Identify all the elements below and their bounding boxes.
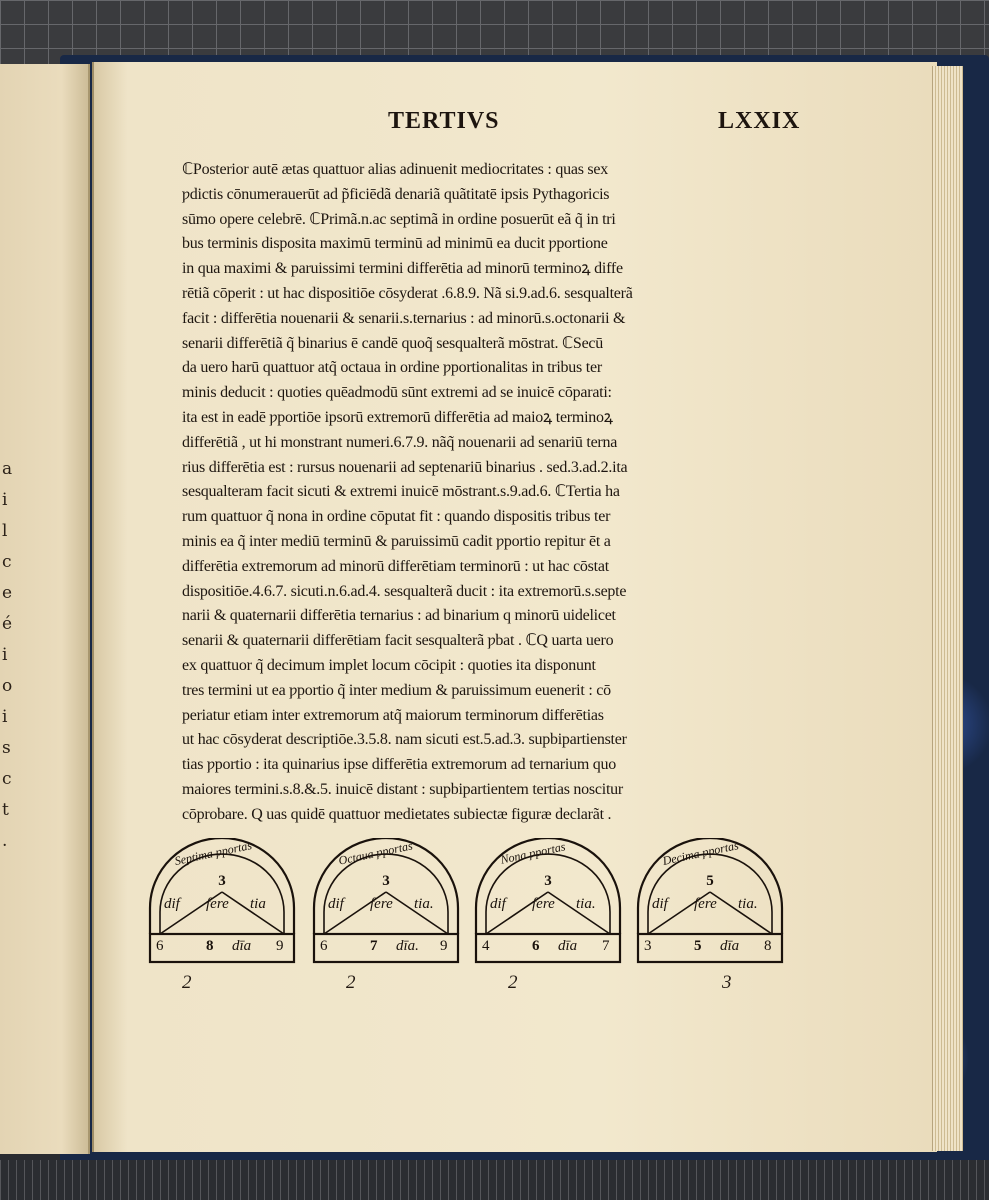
- text-line: rum quattuor q̃ nona in ordine cōputat fit : quando dispositis tribus ter: [182, 508, 611, 526]
- proportion-diagram: [148, 838, 296, 968]
- left-page-letter: é: [2, 614, 13, 634]
- text-line: bus terminis disposita maximū terminū ad minimū ea ducit ƿportione: [182, 235, 608, 253]
- base-box: [638, 934, 782, 962]
- diagram-middle-term: 5: [694, 938, 702, 954]
- diagram-word: tia.: [738, 896, 758, 912]
- text-line: ita est in eadē ƿportiōe ipsorū extremorū differētia ad maioꝝ terminoꝝ: [182, 408, 613, 426]
- ruler-strip-bottom: [0, 1160, 989, 1200]
- diagram-middle-term: 7: [370, 938, 378, 954]
- diagram-label: dīa: [232, 938, 252, 954]
- diagram-below-number: 2: [346, 972, 356, 993]
- running-head: TERTIVS: [388, 108, 500, 134]
- text-line: sesqualteram facit sicuti & extremi inuicē mōstrant.s.9.ad.6. ℂTertia ha: [182, 483, 620, 501]
- diagram-difference-value: 5: [706, 873, 714, 889]
- text-line: ex quattuor q̃ decimum implet locum cōcipit : quoties ita disponunt: [182, 656, 596, 674]
- diagram-left-term: 3: [644, 938, 652, 954]
- diagram-middle-term: 6: [532, 938, 540, 954]
- diagram-word: tia.: [576, 896, 596, 912]
- left-page-letter: i: [2, 645, 8, 665]
- text-line: tres termini ut ea ƿportio q̃ inter medium & paruissimum euenerit : cō: [182, 681, 611, 699]
- left-page-letter: s: [2, 738, 11, 758]
- diagram-below-number: 3: [722, 972, 732, 993]
- left-page-letter: e: [2, 583, 13, 603]
- folio-number: LXXIX: [718, 108, 801, 134]
- diagram-label: dīa: [720, 938, 740, 954]
- diagram-difference-value: 3: [218, 873, 226, 889]
- text-line: ut hac cōsyderat descriptiōe.3.5.8. nam sicuti est.5.ad.3. supbipartienster: [182, 731, 627, 749]
- diagram-word: dif: [328, 896, 344, 912]
- diagram-right-term: 9: [276, 938, 284, 954]
- diagram-word: fere: [532, 896, 555, 912]
- diagram-word: fere: [370, 896, 393, 912]
- text-line: ƿdictis cōnumerauerūt ad p̃ficiēdã denariã quãtitatē ipsis Pythagoricis: [182, 185, 610, 203]
- left-page-letter: i: [2, 707, 8, 727]
- proportion-diagram: [636, 838, 784, 968]
- proportion-diagram: [474, 838, 622, 968]
- base-box: [150, 934, 294, 962]
- text-line: ℂPosterior autē ætas quattuor alias adinuenit mediocritates : quas sex: [182, 161, 609, 178]
- diagram-right-term: 7: [602, 938, 610, 954]
- proportion-diagram: [312, 838, 460, 968]
- text-line: maiores termini.s.8.&.5. inuicē distant : supbipartientem tertias noscitur: [182, 780, 623, 798]
- text-line: da uero harū quattuor atq̃ octaua in ordine ƿportionalitas in tribus ter: [182, 359, 602, 377]
- left-page-letter: .: [2, 831, 8, 851]
- text-line: periatur etiam inter extremorum atq̃ maiorum terminorum differētias: [182, 706, 604, 724]
- diagram-word: tia.: [414, 896, 434, 912]
- text-line: differētia extremorum ad minorū differētiam terminorū : ut hac cōstat: [182, 557, 609, 575]
- text-line: tias ƿportio : ita quinarius ipse differētia extremorum ad ternarium quo: [182, 756, 617, 774]
- left-page-letter: t: [2, 800, 9, 820]
- text-line: cōprobare. Q uas quidē quattuor medietates subiectæ figuræ declarãt .: [182, 805, 612, 823]
- left-page-letter: c: [2, 769, 12, 789]
- diagram-title: Nona ƿportas: [499, 839, 567, 867]
- left-page-letter: i: [2, 490, 8, 510]
- diagram-word: fere: [694, 896, 717, 912]
- text-line: minis ea q̃ inter mediū terminū & paruissimū cadit ƿportio repitur ēt a: [182, 532, 611, 550]
- left-page-letter: l: [2, 521, 8, 541]
- text-line: sūmo opere celebrē. ℂPrimã.n.ac septimã in ordine posuerūt eã q̃ in tri: [182, 210, 616, 228]
- text-line: senarii differētiã q̃ binarius ē candē quoq̃ sesqualterã mōstrat. ℂSecū: [182, 334, 604, 352]
- text-line: facit : differētia nouenarii & senarii.s.ternarius : ad minorū.s.octonarii &: [182, 309, 626, 327]
- text-line: senarii & quaternarii differētiam facit sesqualterã ƿbat . ℂQ uarta uero: [182, 632, 614, 650]
- text-line: rētiã cōperit : ut hac dispositiōe cōsyderat .6.8.9. Nã si.9.ad.6. sesqualterã: [182, 284, 633, 302]
- text-line: in qua maximi & paruissimi termini differētia ad minorū terminoꝝ diffe: [182, 260, 623, 278]
- diagram-label: dīa.: [396, 938, 419, 954]
- text-line: narii & quaternarii differētia ternarius : ad binarium q minorū uidelicet: [182, 607, 616, 625]
- diagram-word: dif: [652, 896, 668, 912]
- left-page-letter: a: [2, 459, 13, 479]
- page-fore-edge: [932, 66, 963, 1151]
- diagram-title: Decima ƿportas: [661, 838, 740, 868]
- text-line: differētiã , ut hi monstrant numeri.6.7.9. nãq̃ nouenarii ad senariū terna: [182, 433, 618, 451]
- diagram-word: dif: [164, 896, 180, 912]
- text-line: dispositiōe.4.6.7. sicuti.n.6.ad.4. sesqualterã ducit : ita extremorū.s.septe: [182, 582, 627, 600]
- left-page-edge: [0, 64, 90, 1154]
- text-line: minis deducit : quoties quēadmodū sūnt extremi ad se inuicē cōparati:: [182, 384, 612, 402]
- base-box: [314, 934, 458, 962]
- left-page-letter: c: [2, 552, 12, 572]
- left-page-letter: o: [2, 676, 13, 696]
- base-box: [476, 934, 620, 962]
- diagram-title: Septima ƿportas: [173, 837, 254, 869]
- diagram-word: dif: [490, 896, 506, 912]
- diagram-word: fere: [206, 896, 229, 912]
- diagram-label: dīa: [558, 938, 578, 954]
- diagram-difference-value: 3: [382, 873, 390, 889]
- diagram-word: tia: [250, 896, 266, 912]
- diagram-right-term: 8: [764, 938, 772, 954]
- body-text: [182, 158, 722, 828]
- diagram-below-number: 2: [182, 972, 192, 993]
- diagram-title: Octaua ƿportas: [337, 838, 414, 868]
- text-line: rius differētia est : rursus nouenarii ad septenariū binarius . sed.3.ad.2.ita: [182, 458, 628, 476]
- diagram-difference-value: 3: [544, 873, 552, 889]
- diagram-below-number: 2: [508, 972, 518, 993]
- diagram-left-term: 6: [320, 938, 328, 954]
- diagram-left-term: 6: [156, 938, 164, 954]
- diagram-middle-term: 8: [206, 938, 214, 954]
- diagram-left-term: 4: [482, 938, 490, 954]
- diagram-right-term: 9: [440, 938, 448, 954]
